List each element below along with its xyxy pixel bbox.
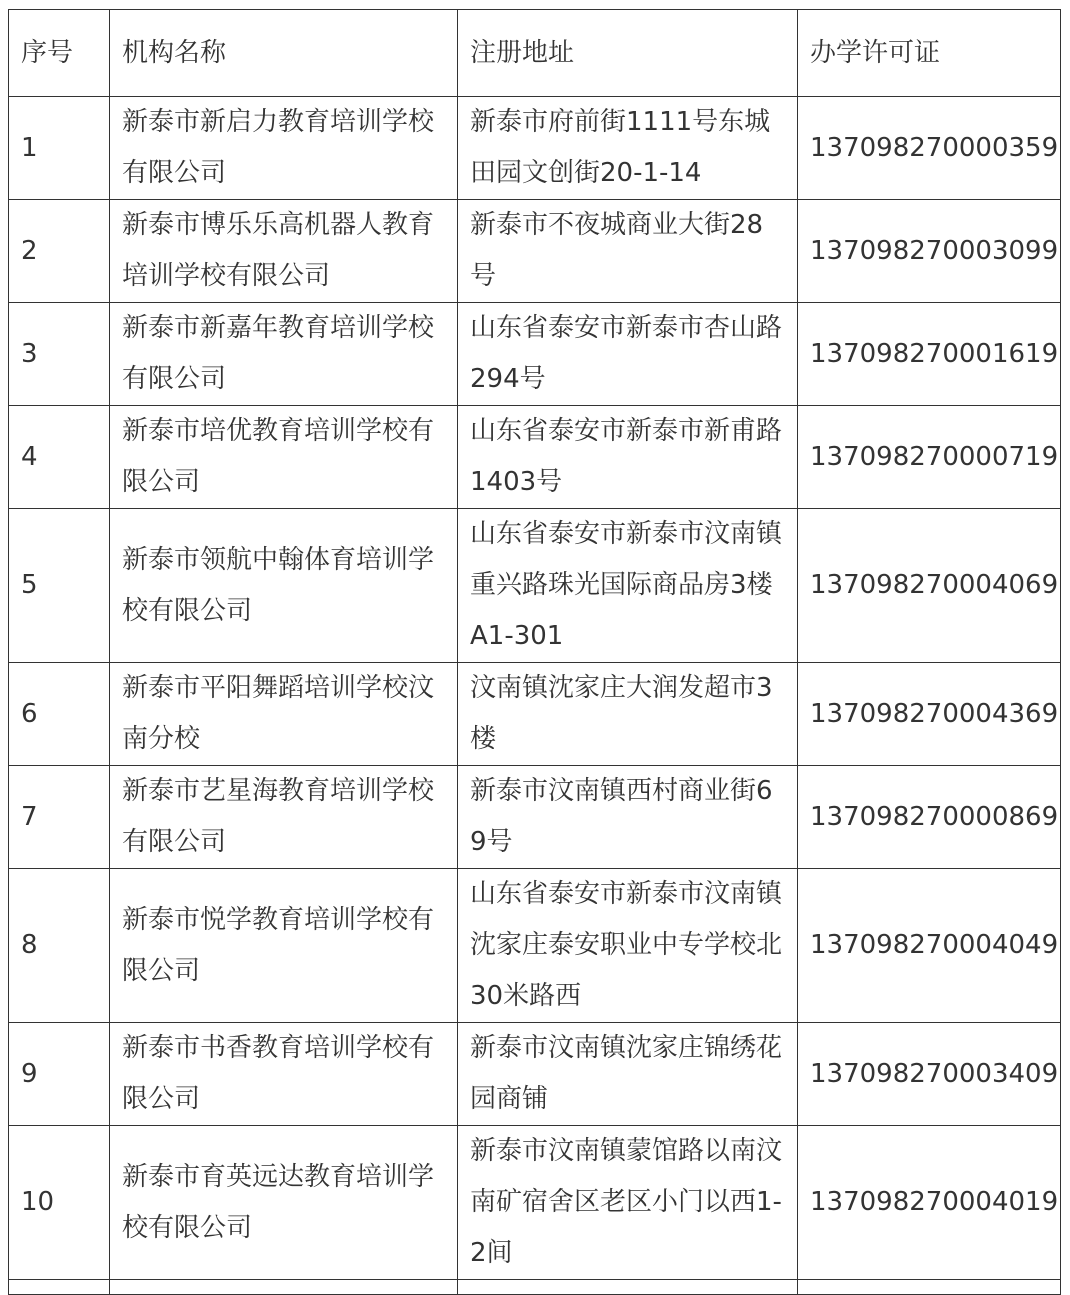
header-license: 办学许可证 — [798, 10, 1061, 97]
table-row — [9, 766, 1061, 869]
cell-license: 137098270001619 — [798, 303, 1061, 406]
table-row — [9, 509, 1061, 663]
header-name: 机构名称 — [110, 10, 458, 97]
cell-seq: 7 — [9, 766, 110, 869]
cell-name: 新泰市艺星海教育培训学校有限公司 — [110, 766, 458, 869]
cell-license: 137098270003409 — [798, 1023, 1061, 1126]
cell-license: 137098270004049 — [798, 869, 1061, 1023]
cell-license: 137098270000869 — [798, 766, 1061, 869]
cell-seq: 10 — [9, 1126, 110, 1280]
table-row — [9, 663, 1061, 766]
cell-address: 新泰市汶南镇西村商业街69号 — [458, 766, 798, 869]
cell-address: 汶南镇沈家庄大润发超市3楼 — [458, 663, 798, 766]
table-row — [9, 303, 1061, 406]
cell-name: 新泰市新嘉年教育培训学校有限公司 — [110, 303, 458, 406]
cell-address: 新泰市汶南镇沈家庄锦绣花园商铺 — [458, 1023, 798, 1126]
cell-seq: 5 — [9, 509, 110, 663]
cell-name: 新泰市博乐乐高机器人教育培训学校有限公司 — [110, 200, 458, 303]
table-row — [9, 1126, 1061, 1280]
cell-name: 新泰市领航中翰体育培训学校有限公司 — [110, 509, 458, 663]
table-header — [9, 10, 1061, 97]
cell-seq: 3 — [9, 303, 110, 406]
cell-address: 新泰市不夜城商业大街28号 — [458, 200, 798, 303]
cell-name: 新泰市悦学教育培训学校有限公司 — [110, 869, 458, 1023]
header-row — [9, 10, 1061, 97]
cell-license: 137098270004019 — [798, 1126, 1061, 1280]
cell-address: 新泰市汶南镇蒙馆路以南汶南矿宿舍区老区小门以西1-2间 — [458, 1126, 798, 1280]
table-row — [9, 406, 1061, 509]
cell-seq: 4 — [9, 406, 110, 509]
cell-address: 山东省泰安市新泰市汶南镇沈家庄泰安职业中专学校北30米路西 — [458, 869, 798, 1023]
table-row — [9, 1023, 1061, 1126]
cell-address: 山东省泰安市新泰市新甫路1403号 — [458, 406, 798, 509]
cell-license: 137098270004069 — [798, 509, 1061, 663]
cell-seq: 6 — [9, 663, 110, 766]
cell-address: 新泰市府前街1111号东城田园文创街20-1-14 — [458, 97, 798, 200]
cell-empty — [9, 1280, 110, 1295]
table-row — [9, 869, 1061, 1023]
cell-seq: 1 — [9, 97, 110, 200]
cell-name: 新泰市育英远达教育培训学校有限公司 — [110, 1126, 458, 1280]
cell-license: 137098270004369 — [798, 663, 1061, 766]
cell-seq: 8 — [9, 869, 110, 1023]
cell-license: 137098270000719 — [798, 406, 1061, 509]
header-address: 注册地址 — [458, 10, 798, 97]
cell-name: 新泰市书香教育培训学校有限公司 — [110, 1023, 458, 1126]
table-row — [9, 200, 1061, 303]
cell-empty — [798, 1280, 1061, 1295]
cell-empty — [110, 1280, 458, 1295]
cell-address: 山东省泰安市新泰市杏山路294号 — [458, 303, 798, 406]
table-row — [9, 97, 1061, 200]
cell-address: 山东省泰安市新泰市汶南镇重兴路珠光国际商品房3楼A1-301 — [458, 509, 798, 663]
cell-name: 新泰市平阳舞蹈培训学校汶南分校 — [110, 663, 458, 766]
cell-name: 新泰市培优教育培训学校有限公司 — [110, 406, 458, 509]
table-body — [9, 97, 1061, 1295]
cell-license: 137098270003099 — [798, 200, 1061, 303]
cell-license: 137098270000359 — [798, 97, 1061, 200]
table-row-cutoff — [9, 1280, 1061, 1295]
institution-table — [8, 9, 1061, 1295]
cell-seq: 2 — [9, 200, 110, 303]
cell-empty — [458, 1280, 798, 1295]
header-seq: 序号 — [9, 10, 110, 97]
cell-name: 新泰市新启力教育培训学校有限公司 — [110, 97, 458, 200]
cell-seq: 9 — [9, 1023, 110, 1126]
